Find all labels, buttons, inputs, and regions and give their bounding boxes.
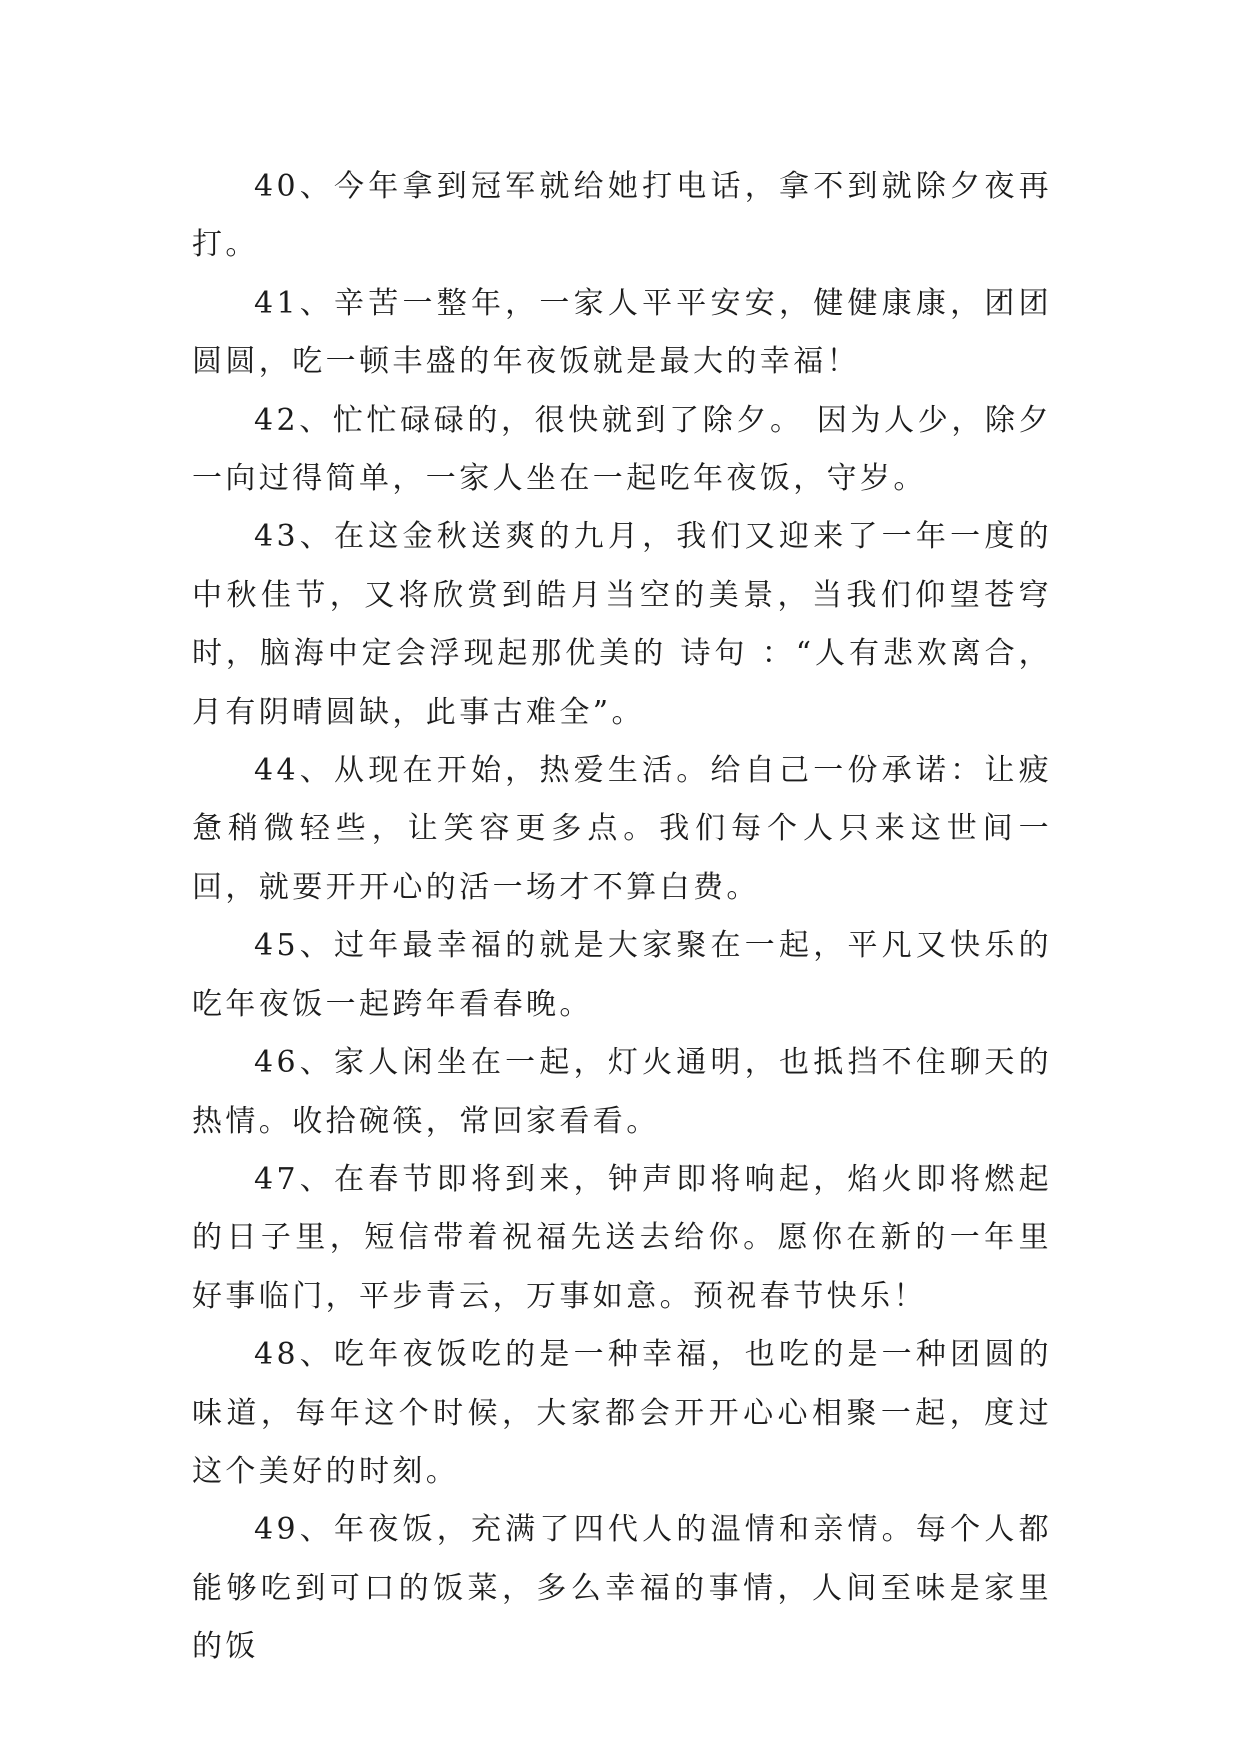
paragraph-49: 49、年夜饭，充满了四代人的温情和亲情。每个人都能够吃到可口的饭菜，多么幸福的事情，人间至味是家里的饭	[192, 1512, 1052, 1665]
paragraph-44: 44、从现在开始，热爱生活。给自己一份承诺：让疲惫稍微轻些，让笑容更多点。我们每个人只来这世间一回，就要开开心的活一场才不算白费。	[192, 753, 1052, 905]
paragraph-45: 45、过年最幸福的就是大家聚在一起，平凡又快乐的吃年夜饭一起跨年看春晚。	[192, 928, 1052, 1022]
paragraph-42: 42、忙忙碌碌的，很快就到了除夕。 因为人少，除夕一向过得简单，一家人坐在一起吃年夜饭，守岁。	[192, 402, 1052, 497]
paragraph-46: 46、家人闲坐在一起，灯火通明，也抵挡不住聊天的热情。收拾碗筷，常回家看看。	[192, 1045, 1052, 1139]
paragraph-43: 43、在这金秋送爽的九月，我们又迎来了一年一度的中秋佳节，又将欣赏到皓月当空的美景，当我们仰望苍穹时，脑海中定会浮现起那优美的 诗句 ：“人有悲欢离合，月有阴晴圆缺，此事古难全”。	[192, 519, 1052, 730]
paragraph-41: 41、辛苦一整年，一家人平平安安，健健康康，团团圆圆，吃一顿丰盛的年夜饭就是最大的幸福！	[192, 285, 1052, 380]
document-body	[192, 158, 1052, 1677]
paragraph-48: 48、吃年夜饭吃的是一种幸福，也吃的是一种团圆的味道，每年这个时候，大家都会开开心心相聚一起，度过这个美好的时刻。	[192, 1337, 1052, 1489]
paragraph-40: 40、今年拿到冠军就给她打电话，拿不到就除夕夜再打。	[192, 169, 1052, 263]
paragraph-47: 47、在春节即将到来，钟声即将响起，焰火即将燃起的日子里，短信带着祝福先送去给你。愿你在新的一年里好事临门，平步青云，万事如意。预祝春节快乐！	[192, 1161, 1052, 1314]
